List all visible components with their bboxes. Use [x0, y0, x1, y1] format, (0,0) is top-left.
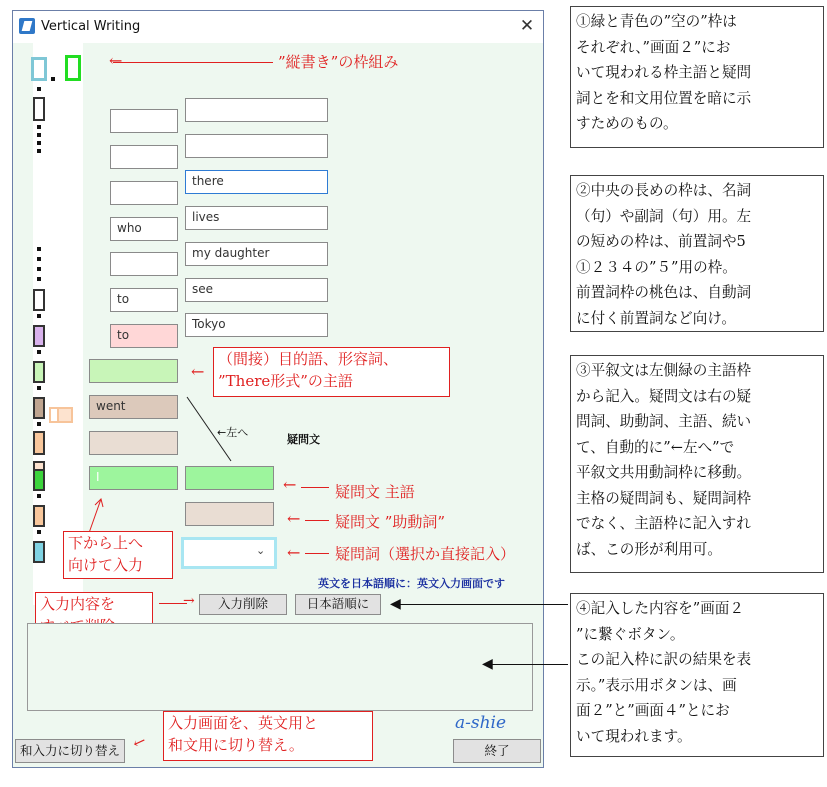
chain-box-orange: [33, 505, 45, 527]
subject-field[interactable]: I: [89, 466, 178, 490]
long-field-3[interactable]: there: [185, 170, 328, 194]
chain-dot: [37, 125, 41, 129]
q-word-arrow: ←: [287, 543, 301, 562]
subject-frame-blue: [31, 57, 47, 81]
indirect-object-note: （間接）目的語、形容詞、 ”There形式”の主語: [213, 347, 450, 397]
long-field-1[interactable]: [185, 98, 328, 122]
subject-frame-green: [65, 55, 81, 81]
chain-box: [33, 289, 45, 311]
chain-box-cyan: [33, 541, 45, 563]
chain-dot: [37, 350, 41, 354]
indirect-object-field[interactable]: [89, 359, 178, 383]
chain-dot: [37, 247, 41, 251]
frame-arrow-line: [113, 62, 273, 63]
short-field-4[interactable]: who: [110, 217, 178, 241]
chain-dot: [37, 277, 41, 281]
japanese-order-button[interactable]: 日本語順に: [295, 594, 381, 615]
bottom-to-top-note: 下から上へ 向けて入力: [63, 531, 173, 579]
title-bar: [13, 11, 543, 43]
chain-dot: [37, 141, 41, 145]
indirect-arrow-head: ←: [191, 362, 205, 381]
q-subject-label: 疑問文 主語: [335, 483, 415, 501]
note-4: ④記入した内容を”画面２ ”に繋ぐボタン。 この記入枠に訳の結果を表 示。”表示用ボタンは、画 面２”と”画面４”とにお いて現われます。: [570, 593, 824, 757]
question-word-select[interactable]: [181, 537, 277, 569]
chain-box-green: [33, 361, 45, 383]
clear-arrow-head: →: [183, 593, 195, 609]
switch-arrow-head: ←: [129, 731, 149, 753]
chain-dot: [37, 257, 41, 261]
long-field-5[interactable]: my daughter: [185, 242, 328, 266]
short-field-6[interactable]: to: [110, 288, 178, 312]
q-aux-line: [305, 520, 329, 521]
note4-arrow-head: ◀: [390, 596, 401, 612]
long-field-7[interactable]: Tokyo: [185, 313, 328, 337]
frame-arrow-head: ←: [109, 51, 123, 70]
question-label: 疑問文: [287, 433, 320, 446]
verb-field[interactable]: went: [89, 395, 178, 419]
short-field-5[interactable]: [110, 252, 178, 276]
end-button[interactable]: 終了: [453, 739, 541, 763]
switch-screen-note: 入力画面を、英文用と 和文用に切り替え。: [163, 711, 373, 761]
short-field-3[interactable]: [110, 181, 178, 205]
note-3: ③平叙文は左側緑の主語枠 から記入。疑問文は右の疑 問詞、助動詞、主語、続い て、自動的に”←左へ”で 平叙文共用動詞枠に移動。 主格の疑問詞も、疑問詞枠 でなく、主語枠に記入すれ ば、この形が利用可。: [570, 355, 824, 573]
chevron-down-icon: ⌄: [256, 544, 266, 557]
question-subject-field[interactable]: [185, 466, 274, 490]
chain-box-peach: [33, 431, 45, 455]
frame-label: ”縦書き”の枠組み: [278, 53, 399, 71]
clear-all-note: 入力内容を: [35, 592, 153, 644]
question-aux-field[interactable]: [185, 502, 274, 526]
clear-input-button[interactable]: 入力削除: [199, 594, 287, 615]
chain-dot: [37, 314, 41, 318]
q-subject-line: [301, 487, 329, 488]
chain-dot: [37, 386, 41, 390]
mode-note: 英文を日本語順に：英文入力画面です: [318, 577, 505, 590]
chain-dot: [37, 87, 41, 91]
short-field-1[interactable]: [110, 109, 178, 133]
q-word-label: 疑問詞（選択か直接記入）: [335, 545, 516, 563]
switch-input-button[interactable]: 和入力に切り替え: [15, 739, 125, 763]
left-arrow-label: ←左へ: [217, 426, 249, 439]
chain-ghost-box: [57, 407, 73, 423]
close-button[interactable]: ✕: [519, 16, 535, 36]
blank-tan-field[interactable]: [89, 431, 178, 455]
chain-box: [33, 97, 45, 121]
app-window: [12, 10, 544, 768]
long-field-6[interactable]: see: [185, 278, 328, 302]
chain-box-tan: [33, 397, 45, 419]
note4-arrow-line: [396, 604, 568, 605]
chain-box-green2: [33, 469, 45, 491]
app-icon: [19, 18, 35, 34]
q-subject-arrow: ←: [283, 475, 297, 494]
q-aux-arrow: ←: [287, 509, 301, 528]
chain-dot: [37, 267, 41, 271]
chain-dot: [37, 133, 41, 137]
note-2: ②中央の長めの枠は、名詞 （句）や副詞（句）用。左 の短めの枠は、前置詞や5 ①２３４の”５”用の枠。 前置詞枠の桃色は、自動詞 に付く前置詞など向け。: [570, 175, 824, 332]
chain-dot: [37, 494, 41, 498]
frame-dot: [51, 77, 55, 81]
output-arrow-line: [490, 664, 568, 665]
short-field-7-pink[interactable]: to: [110, 324, 178, 348]
output-area[interactable]: [27, 623, 533, 711]
long-field-4[interactable]: lives: [185, 206, 328, 230]
chain-dot: [37, 530, 41, 534]
output-arrow-head: ◀: [482, 656, 493, 672]
chain-dot: [37, 149, 41, 153]
app-logo: a-shie: [455, 713, 507, 733]
q-aux-label: 疑問文 ”助動詞”: [335, 513, 446, 531]
window-title: Vertical Writing: [41, 19, 141, 34]
up-arrow: [87, 495, 111, 535]
q-word-line: [305, 553, 329, 554]
long-field-2[interactable]: [185, 134, 328, 158]
chain-box-purple: [33, 325, 45, 347]
note-1: ①緑と青色の”空の”枠は それぞれ、”画面２”にお いて現われる枠主語と疑問 詞とを和文用位置を暗に示 すためのもの。: [570, 6, 824, 148]
chain-dot: [37, 422, 41, 426]
short-field-2[interactable]: [110, 145, 178, 169]
